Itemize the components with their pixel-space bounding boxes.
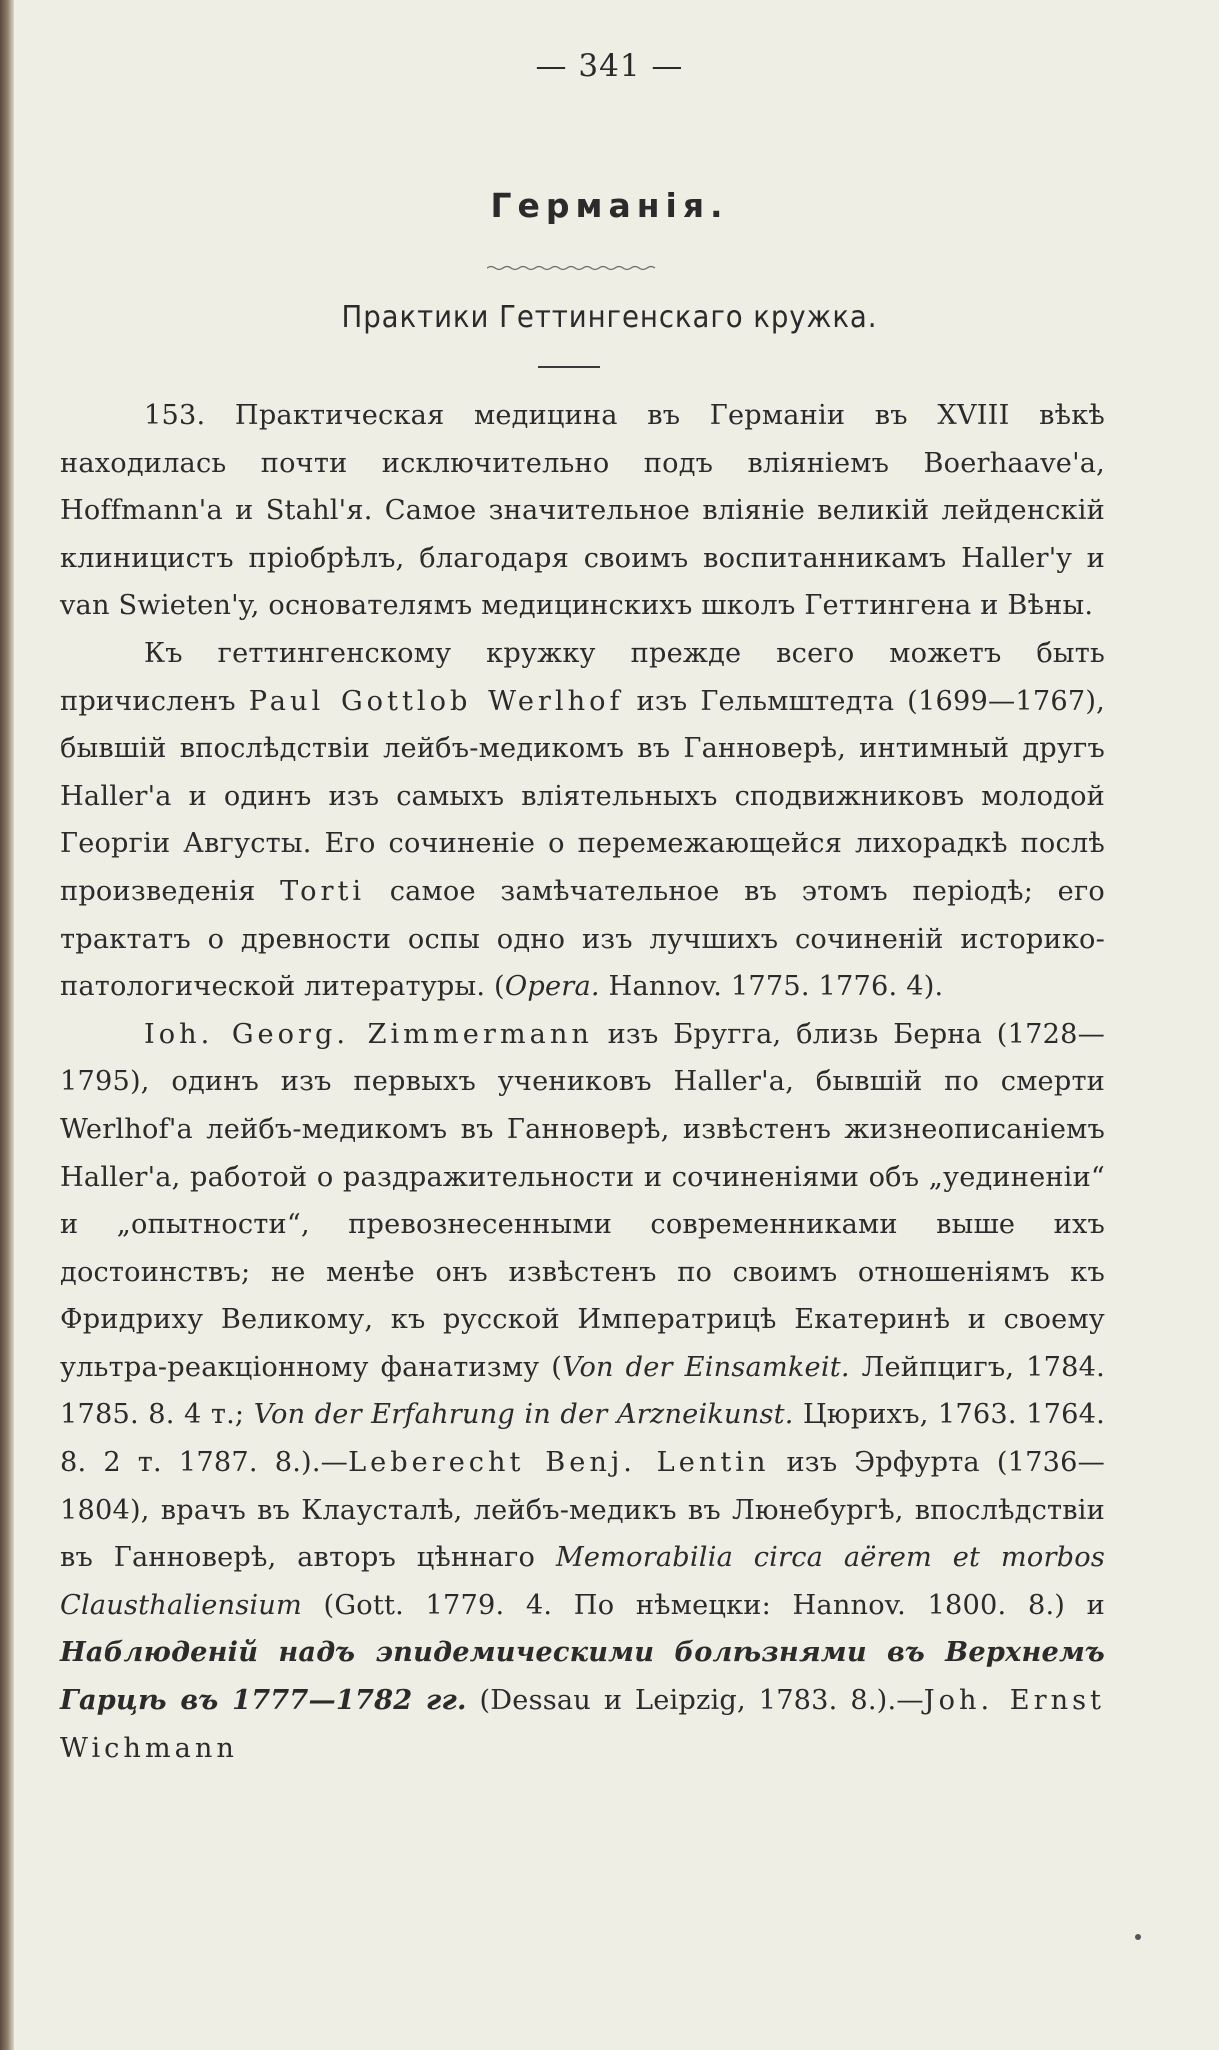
- person-name: Paul Gottlob Werlhof: [248, 685, 624, 717]
- wavy-divider: [487, 264, 657, 272]
- text-run: изъ Бругга, близь Берна (1728—1795), одинъ изъ первыхъ учениковъ Haller'a, бывшій по смерти Werlhof'a лейбъ-медикомъ въ Ганноверѣ, извѣстенъ жизнеописаніемъ Haller'a, работой о раздражительности и сочиненіями объ „уединеніи“ и „опытности“, превознесенными современниками выше ихъ достоинствъ; не менѣе онъ извѣстенъ по своимъ отношеніямъ къ Фридриху Великому, къ русской Императрицѣ Екатеринѣ и своему ультра-реакціонному фанатизму (: [60, 1018, 1105, 1383]
- paragraph-3: [60, 1011, 1105, 1773]
- text-run: Hannov. 1775. 1776. 4).: [599, 971, 944, 1003]
- text-run: Къ геттингенскому кружку прежде всего можетъ быть причисленъ: [60, 637, 1105, 717]
- text-run: самое замѣчательное въ этомъ періодѣ; его трактатъ о древности оспы одно изъ лучшихъ сочиненій историко-патологической литературы. (: [60, 875, 1105, 1003]
- person-name: Leberecht Benj. Lentin: [348, 1447, 770, 1479]
- text-run: Лейпцигъ, 1784. 1785. 8. 4 т.;: [60, 1351, 1105, 1431]
- work-title: Von der Einsamkeit.: [562, 1351, 850, 1383]
- person-name: Torti: [280, 875, 366, 907]
- page-number: — 341 —: [535, 48, 684, 84]
- person-name: Ioh. Georg. Zimmermann: [144, 1018, 593, 1050]
- text-run: (Dessau и Leipzig, 1783. 8.).—: [466, 1685, 924, 1717]
- section-title: Практики Геттингенскаго кружка.: [341, 300, 878, 335]
- paragraph-1: 153. Практическая медицина въ Германіи въ XVIII вѣкѣ находилась почти исключительно подъ вліяніемъ Boerhaave'a, Hoffmann'a и Stahl'я. Самое значительное вліяніе великій лейденскій клиницистъ пріобрѣлъ, благодаря своимъ воспитанникамъ Haller'y и van Swieten'y, основателямъ медицинскихъ школъ Геттингена и Вѣны.: [60, 400, 1105, 622]
- person-name: Joh. Ernst Wichmann: [60, 1685, 1105, 1764]
- text-run: изъ Гельмштедта (1699—1767), бывшій впослѣдствіи лейбъ-медикомъ въ Ганноверѣ, интимный другъ Haller'a и одинъ изъ самыхъ вліятельныхъ сподвижниковъ молодой Георгіи Августы. Его сочиненіе о перемежающейся лихорадкѣ послѣ произведенія: [60, 685, 1106, 907]
- work-title: Von der Erfahrung in der Arzneikunst.: [253, 1399, 794, 1431]
- work-title: Opera.: [504, 971, 600, 1003]
- paragraph-2: [60, 630, 1105, 1011]
- text-run: изъ Эрфурта (1736—1804), врачъ въ Клаусталѣ, лейбъ-медикъ въ Люнебургѣ, впослѣдствіи въ Ганноверѣ, авторъ цѣннаго: [60, 1447, 1106, 1574]
- work-title: Наблюденій надъ эпидемическими болѣзнями въ Верхнемъ Гарцѣ въ 1777—1782 гг.: [60, 1636, 1105, 1717]
- text-run: Цюрихъ, 1763. 1764. 8. 2 т. 1787. 8.).—: [60, 1399, 1105, 1479]
- body-text: [60, 392, 1105, 1772]
- chapter-title: Германія.: [490, 186, 729, 225]
- work-title: Memorabilia circa aërem et morbos Clausthaliensium: [60, 1542, 1105, 1621]
- title-underline: [538, 366, 600, 368]
- text-run: (Gott. 1779. 4. По нѣмецки: Hannov. 1800. 8.) и: [301, 1589, 1105, 1621]
- print-speck: [1135, 1934, 1141, 1940]
